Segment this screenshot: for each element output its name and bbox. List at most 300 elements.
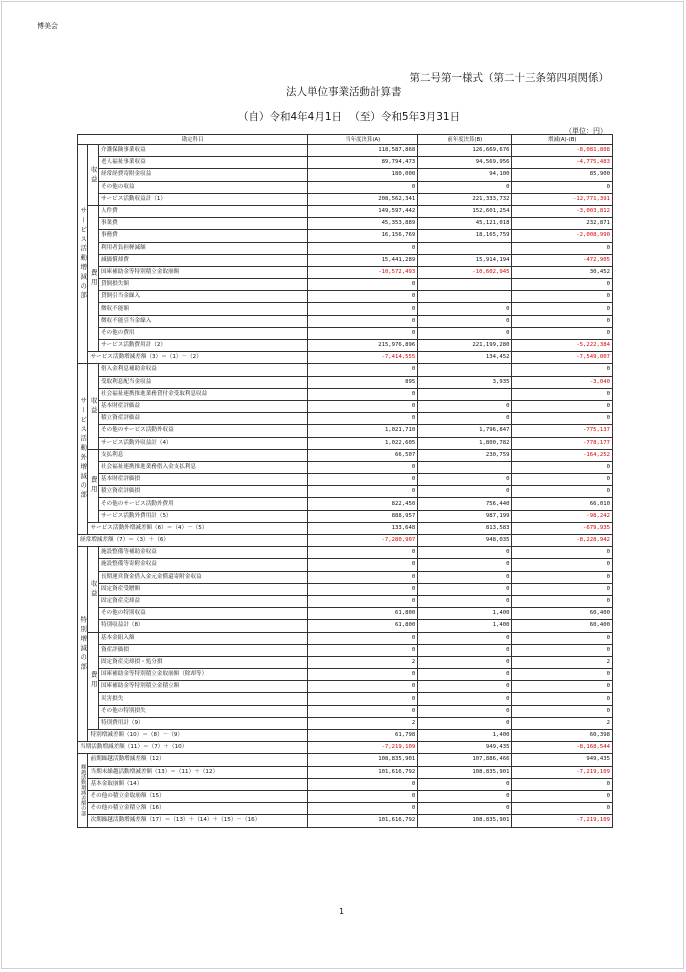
- prior-year-value: 1,800,782: [418, 437, 512, 449]
- current-year-value: 180,000: [308, 169, 418, 181]
- table-row: [78, 608, 613, 620]
- account-label: 経常経費寄附金収益: [98, 169, 307, 181]
- account-label: 固定資産売却益: [98, 595, 307, 607]
- prior-year-value: 108,835,901: [418, 766, 512, 778]
- difference-value: 0: [512, 705, 613, 717]
- account-label: 基本財産評価益: [98, 400, 307, 412]
- side-label-balance: 繰越活動増減差額の部: [78, 754, 88, 827]
- current-year-value: 108,835,901: [308, 754, 418, 766]
- prior-year-value: 0: [418, 705, 512, 717]
- current-year-value: 0: [308, 632, 418, 644]
- difference-value: 66,010: [512, 498, 613, 510]
- difference-value: 0: [512, 571, 613, 583]
- account-label: その他の積立金積立額（16）: [88, 803, 308, 815]
- account-label: 徴収不能額: [98, 303, 307, 315]
- difference-value: 0: [512, 547, 613, 559]
- difference-value: 2: [512, 717, 613, 729]
- account-label: 利用者負担軽減額: [98, 242, 307, 254]
- balance-label: サービス活動増減差額（3）＝（1）－（2）: [88, 352, 308, 364]
- account-label: 長期運営資金借入金元金償還寄附金収益: [98, 571, 307, 583]
- table-row: [78, 571, 613, 583]
- difference-value: -2,008,990: [512, 230, 613, 242]
- activity-statement-table: [77, 134, 613, 828]
- organization-name: 博美会: [37, 22, 58, 30]
- difference-value: 0: [512, 364, 613, 376]
- table-row: [78, 315, 613, 327]
- current-year-value: 0: [308, 547, 418, 559]
- account-label: その他の特別損失: [98, 705, 307, 717]
- difference-value: 60,398: [512, 730, 613, 742]
- difference-value: 60,400: [512, 620, 613, 632]
- prior-year-value: 0: [418, 303, 512, 315]
- difference-value: -98,242: [512, 510, 613, 522]
- current-year-value: 101,616,792: [308, 815, 418, 827]
- table-row: [78, 169, 613, 181]
- table-row: [78, 778, 613, 790]
- current-year-value: 118,587,868: [308, 145, 418, 157]
- account-label: 固定資産受贈額: [98, 583, 307, 595]
- current-year-value: 2: [308, 717, 418, 729]
- current-year-value: 0: [308, 705, 418, 717]
- account-label: 減価償却費: [98, 254, 307, 266]
- current-year-value: 0: [308, 644, 418, 656]
- sub-label-expense: 費用: [88, 449, 98, 522]
- side-label-non-service: サービス活動外増減の部: [78, 364, 88, 535]
- difference-value: 0: [512, 315, 613, 327]
- current-year-value: 0: [308, 364, 418, 376]
- account-label: その他のサービス活動外費用: [98, 498, 307, 510]
- table-row: [78, 681, 613, 693]
- table-row: [78, 705, 613, 717]
- account-label: 基本金組入額: [98, 632, 307, 644]
- difference-value: 232,871: [512, 218, 613, 230]
- prior-year-value: 152,601,254: [418, 205, 512, 217]
- current-year-value: 0: [308, 571, 418, 583]
- unit-note: （単位：円）: [565, 127, 607, 135]
- prior-year-value: 1,796,847: [418, 425, 512, 437]
- current-year-value: 15,441,289: [308, 254, 418, 266]
- table-header-row: [78, 135, 613, 145]
- current-year-value: 16,156,769: [308, 230, 418, 242]
- table-row: [78, 157, 613, 169]
- prior-year-value: 126,669,676: [418, 145, 512, 157]
- table-row: [78, 803, 613, 815]
- current-year-value: 895: [308, 376, 418, 388]
- current-year-value: 0: [308, 315, 418, 327]
- account-label: 介護保険事業収益: [98, 145, 307, 157]
- statement-body: [78, 145, 613, 828]
- account-label: 人件費: [98, 205, 307, 217]
- account-label: 徴収不能引当金繰入: [98, 315, 307, 327]
- prior-year-value: 0: [418, 413, 512, 425]
- table-row: [78, 766, 613, 778]
- prior-year-value: [418, 291, 512, 303]
- account-label: その他の特別収益: [98, 608, 307, 620]
- difference-value: 0: [512, 595, 613, 607]
- table-row: [78, 266, 613, 278]
- difference-value: 85,900: [512, 169, 613, 181]
- prior-year-value: 0: [418, 474, 512, 486]
- account-label: 貸倒引当金繰入: [98, 291, 307, 303]
- current-year-value: -7,280,907: [308, 535, 418, 547]
- prior-year-value: 18,165,759: [418, 230, 512, 242]
- current-year-value: 0: [308, 486, 418, 498]
- difference-value: -7,219,109: [512, 815, 613, 827]
- difference-value: 0: [512, 669, 613, 681]
- balance-row: [78, 535, 613, 547]
- balance-row: [78, 352, 613, 364]
- account-label: 国庫補助金等特別積立金積立額: [98, 681, 307, 693]
- account-label: その他の収益: [98, 181, 307, 193]
- difference-value: 0: [512, 632, 613, 644]
- table-row: [78, 632, 613, 644]
- table-row: [78, 510, 613, 522]
- table-row: [78, 413, 613, 425]
- difference-value: -8,228,942: [512, 535, 613, 547]
- difference-value: 0: [512, 327, 613, 339]
- prior-year-value: 94,100: [418, 169, 512, 181]
- sub-label-income: 収益: [88, 145, 98, 206]
- account-label: 次期繰越活動増減差額（17）＝（13）＋（14）＋（15）－（16）: [88, 815, 308, 827]
- prior-year-value: 108,835,901: [418, 815, 512, 827]
- account-label: その他の費用: [98, 327, 307, 339]
- table-row: [78, 218, 613, 230]
- current-year-value: -10,572,493: [308, 266, 418, 278]
- document-title: 法人単位事業活動計算書: [286, 86, 402, 98]
- difference-value: -472,905: [512, 254, 613, 266]
- table-row: [78, 486, 613, 498]
- account-label: 当期末繰越活動増減差額（13）＝（11）＋（12）: [88, 766, 308, 778]
- form-title: 第二号第一様式（第二十三条第四項関係）: [409, 72, 609, 84]
- difference-value: -164,252: [512, 449, 613, 461]
- table-row: [78, 547, 613, 559]
- difference-value: -5,222,384: [512, 340, 613, 352]
- current-year-value: 2: [308, 656, 418, 668]
- prior-year-value: 94,569,956: [418, 157, 512, 169]
- account-label: 国庫補助金等特別積立金取崩額: [98, 266, 307, 278]
- prior-year-value: 221,199,280: [418, 340, 512, 352]
- table-row: [78, 790, 613, 802]
- prior-year-value: [418, 364, 512, 376]
- table-row: [78, 717, 613, 729]
- current-year-value: -7,219,109: [308, 742, 418, 754]
- difference-value: -3,040: [512, 376, 613, 388]
- table-row: [78, 279, 613, 291]
- difference-value: -778,177: [512, 437, 613, 449]
- difference-value: 949,435: [512, 754, 613, 766]
- prior-year-value: 949,435: [418, 742, 512, 754]
- account-label: 支払利息: [98, 449, 307, 461]
- difference-value: 60,400: [512, 608, 613, 620]
- account-label: 積立資産評価益: [98, 413, 307, 425]
- page-number: 1: [339, 907, 345, 916]
- difference-value: -679,935: [512, 522, 613, 534]
- prior-year-value: 1,400: [418, 620, 512, 632]
- balance-row: [78, 742, 613, 754]
- table-row: [78, 559, 613, 571]
- prior-year-value: [418, 242, 512, 254]
- prior-year-value: 0: [418, 778, 512, 790]
- account-label: 国庫補助金等特別積立金取崩額（除却等）: [98, 669, 307, 681]
- current-year-value: 0: [308, 327, 418, 339]
- difference-value: 0: [512, 559, 613, 571]
- current-year-value: 0: [308, 291, 418, 303]
- current-year-value: 61,800: [308, 608, 418, 620]
- account-label: 積立資産評価損: [98, 486, 307, 498]
- balance-row: [78, 522, 613, 534]
- sub-label-income: 収益: [88, 364, 98, 449]
- current-year-value: 0: [308, 790, 418, 802]
- current-year-value: 0: [308, 693, 418, 705]
- account-label: 老人福祉事業収益: [98, 157, 307, 169]
- account-label: サービス活動外収益計（4）: [98, 437, 307, 449]
- difference-value: 30,452: [512, 266, 613, 278]
- current-year-value: 1,022,605: [308, 437, 418, 449]
- difference-value: 0: [512, 242, 613, 254]
- table-row: [78, 461, 613, 473]
- balance-label: 経常増減差額（7）＝（3）＋（6）: [78, 535, 308, 547]
- period-to: （至）令和5年3月31日: [349, 111, 461, 123]
- fiscal-period: [238, 109, 464, 124]
- table-row: [78, 376, 613, 388]
- current-year-value: 133,648: [308, 522, 418, 534]
- prior-year-value: 0: [418, 571, 512, 583]
- table-row: [78, 644, 613, 656]
- current-year-value: 0: [308, 303, 418, 315]
- account-label: 借入金利息補助金収益: [98, 364, 307, 376]
- current-year-value: 66,507: [308, 449, 418, 461]
- prior-year-value: 0: [418, 400, 512, 412]
- difference-value: 0: [512, 413, 613, 425]
- difference-value: 0: [512, 303, 613, 315]
- table-row: [78, 474, 613, 486]
- current-year-value: 888,957: [308, 510, 418, 522]
- difference-value: -7,219,109: [512, 766, 613, 778]
- prior-year-value: 0: [418, 486, 512, 498]
- current-year-value: 89,794,473: [308, 157, 418, 169]
- table-row: [78, 303, 613, 315]
- table-row: [78, 425, 613, 437]
- table-row: [78, 193, 613, 205]
- prior-year-value: 0: [418, 632, 512, 644]
- prior-year-value: 987,199: [418, 510, 512, 522]
- prior-year-value: 0: [418, 547, 512, 559]
- current-year-value: 0: [308, 669, 418, 681]
- prior-year-value: 3,935: [418, 376, 512, 388]
- difference-value: 0: [512, 778, 613, 790]
- current-year-value: 61,800: [308, 620, 418, 632]
- account-label: 基本金取崩額（14）: [88, 778, 308, 790]
- prior-year-value: [418, 279, 512, 291]
- table-row: [78, 291, 613, 303]
- difference-value: 0: [512, 388, 613, 400]
- prior-year-value: 0: [418, 583, 512, 595]
- current-year-value: 215,976,896: [308, 340, 418, 352]
- account-label: 災害損失: [98, 693, 307, 705]
- prior-year-value: 0: [418, 315, 512, 327]
- account-label: 貸倒損失額: [98, 279, 307, 291]
- current-year-value: 0: [308, 279, 418, 291]
- header-current-year: 当年度決算(A): [308, 135, 418, 145]
- table-row: [78, 181, 613, 193]
- difference-value: -8,081,808: [512, 145, 613, 157]
- current-year-value: 45,353,889: [308, 218, 418, 230]
- prior-year-value: 15,914,194: [418, 254, 512, 266]
- prior-year-value: [418, 461, 512, 473]
- prior-year-value: 221,333,732: [418, 193, 512, 205]
- table-row: [78, 205, 613, 217]
- prior-year-value: 0: [418, 595, 512, 607]
- table-row: [78, 364, 613, 376]
- current-year-value: 61,798: [308, 730, 418, 742]
- difference-value: 0: [512, 681, 613, 693]
- account-label: 事務費: [98, 230, 307, 242]
- difference-value: -7,549,007: [512, 352, 613, 364]
- difference-value: -3,003,812: [512, 205, 613, 217]
- prior-year-value: 0: [418, 803, 512, 815]
- balance-label: 当期活動増減差額（11）＝（7）＋（10）: [78, 742, 308, 754]
- current-year-value: 149,597,442: [308, 205, 418, 217]
- account-label: サービス活動収益計（1）: [98, 193, 307, 205]
- account-label: 固定資産売却損・処分損: [98, 656, 307, 668]
- difference-value: 0: [512, 400, 613, 412]
- prior-year-value: 0: [418, 181, 512, 193]
- table-row: [78, 498, 613, 510]
- current-year-value: 0: [308, 242, 418, 254]
- table-row: [78, 693, 613, 705]
- table-row: [78, 583, 613, 595]
- prior-year-value: [418, 388, 512, 400]
- header-account: 勘定科目: [78, 135, 308, 145]
- current-year-value: 0: [308, 559, 418, 571]
- difference-value: 0: [512, 291, 613, 303]
- side-label-special: 特別増減の部: [78, 547, 88, 742]
- difference-value: 2: [512, 656, 613, 668]
- current-year-value: 0: [308, 583, 418, 595]
- balance-label: 特別増減差額（10）＝（8）－（9）: [88, 730, 308, 742]
- account-label: 受取利息配当金収益: [98, 376, 307, 388]
- period-from: （自）令和4年4月1日: [238, 111, 343, 123]
- current-year-value: 0: [308, 778, 418, 790]
- account-label: その他のサービス活動外収益: [98, 425, 307, 437]
- difference-value: 0: [512, 693, 613, 705]
- difference-value: 0: [512, 474, 613, 486]
- account-label: 特別費用計（9）: [98, 717, 307, 729]
- table-row: [78, 620, 613, 632]
- prior-year-value: 134,452: [418, 352, 512, 364]
- header-difference: 増減(A)-(B): [512, 135, 613, 145]
- difference-value: 0: [512, 486, 613, 498]
- current-year-value: 0: [308, 413, 418, 425]
- side-label-service: サービス活動増減の部: [78, 145, 88, 364]
- prior-year-value: 0: [418, 656, 512, 668]
- difference-value: 0: [512, 279, 613, 291]
- account-label: 社会福祉連携推進業務貸付金受取利息収益: [98, 388, 307, 400]
- current-year-value: 822,450: [308, 498, 418, 510]
- table-row: [78, 230, 613, 242]
- table-row: [78, 388, 613, 400]
- prior-year-value: 1,400: [418, 608, 512, 620]
- current-year-value: 0: [308, 803, 418, 815]
- account-label: 社会福祉連携推進業務借入金支払利息: [98, 461, 307, 473]
- balance-label: サービス活動外増減差額（6）＝（4）－（5）: [88, 522, 308, 534]
- prior-year-value: 0: [418, 790, 512, 802]
- prior-year-value: 0: [418, 559, 512, 571]
- current-year-value: 101,616,792: [308, 766, 418, 778]
- account-label: サービス活動費用計（2）: [98, 340, 307, 352]
- difference-value: 0: [512, 790, 613, 802]
- difference-value: 0: [512, 461, 613, 473]
- table-row: [78, 669, 613, 681]
- account-label: 前期繰越活動増減差額（12）: [88, 754, 308, 766]
- current-year-value: 0: [308, 388, 418, 400]
- table-row: [78, 754, 613, 766]
- prior-year-value: 756,440: [418, 498, 512, 510]
- table-row: [78, 400, 613, 412]
- difference-value: 0: [512, 644, 613, 656]
- prior-year-value: 0: [418, 669, 512, 681]
- table-row: [78, 437, 613, 449]
- table-row: [78, 242, 613, 254]
- account-label: 基本財産評価損: [98, 474, 307, 486]
- account-label: サービス活動外費用計（5）: [98, 510, 307, 522]
- prior-year-value: 813,583: [418, 522, 512, 534]
- account-label: その他の積立金取崩額（15）: [88, 790, 308, 802]
- account-label: 資産評価損: [98, 644, 307, 656]
- prior-year-value: 45,121,018: [418, 218, 512, 230]
- current-year-value: 1,021,710: [308, 425, 418, 437]
- current-year-value: 0: [308, 400, 418, 412]
- current-year-value: 208,562,341: [308, 193, 418, 205]
- difference-value: 0: [512, 181, 613, 193]
- table-row: [78, 327, 613, 339]
- table-row: [78, 815, 613, 827]
- table-row: [78, 449, 613, 461]
- prior-year-value: 230,759: [418, 449, 512, 461]
- prior-year-value: 0: [418, 644, 512, 656]
- account-label: 事業費: [98, 218, 307, 230]
- prior-year-value: 0: [418, 681, 512, 693]
- difference-value: -12,771,391: [512, 193, 613, 205]
- current-year-value: 0: [308, 181, 418, 193]
- prior-year-value: 0: [418, 693, 512, 705]
- account-label: 施設整備等補助金収益: [98, 547, 307, 559]
- difference-value: 0: [512, 803, 613, 815]
- table-row: [78, 656, 613, 668]
- prior-year-value: -10,602,945: [418, 266, 512, 278]
- account-label: 施設整備等寄附金収益: [98, 559, 307, 571]
- difference-value: 0: [512, 583, 613, 595]
- header-prior-year: 前年度決算(B): [418, 135, 512, 145]
- table-row: [78, 145, 613, 157]
- current-year-value: 0: [308, 595, 418, 607]
- table-row: [78, 340, 613, 352]
- prior-year-value: 1,400: [418, 730, 512, 742]
- difference-value: -775,137: [512, 425, 613, 437]
- current-year-value: 0: [308, 461, 418, 473]
- table-row: [78, 254, 613, 266]
- current-year-value: 0: [308, 474, 418, 486]
- prior-year-value: 107,886,466: [418, 754, 512, 766]
- account-label: 特別収益計（8）: [98, 620, 307, 632]
- prior-year-value: 0: [418, 717, 512, 729]
- difference-value: -4,775,483: [512, 157, 613, 169]
- prior-year-value: 948,035: [418, 535, 512, 547]
- prior-year-value: 0: [418, 327, 512, 339]
- table-row: [78, 595, 613, 607]
- sub-label-expense: 費用: [88, 632, 98, 730]
- sub-label-expense: 費用: [88, 205, 98, 351]
